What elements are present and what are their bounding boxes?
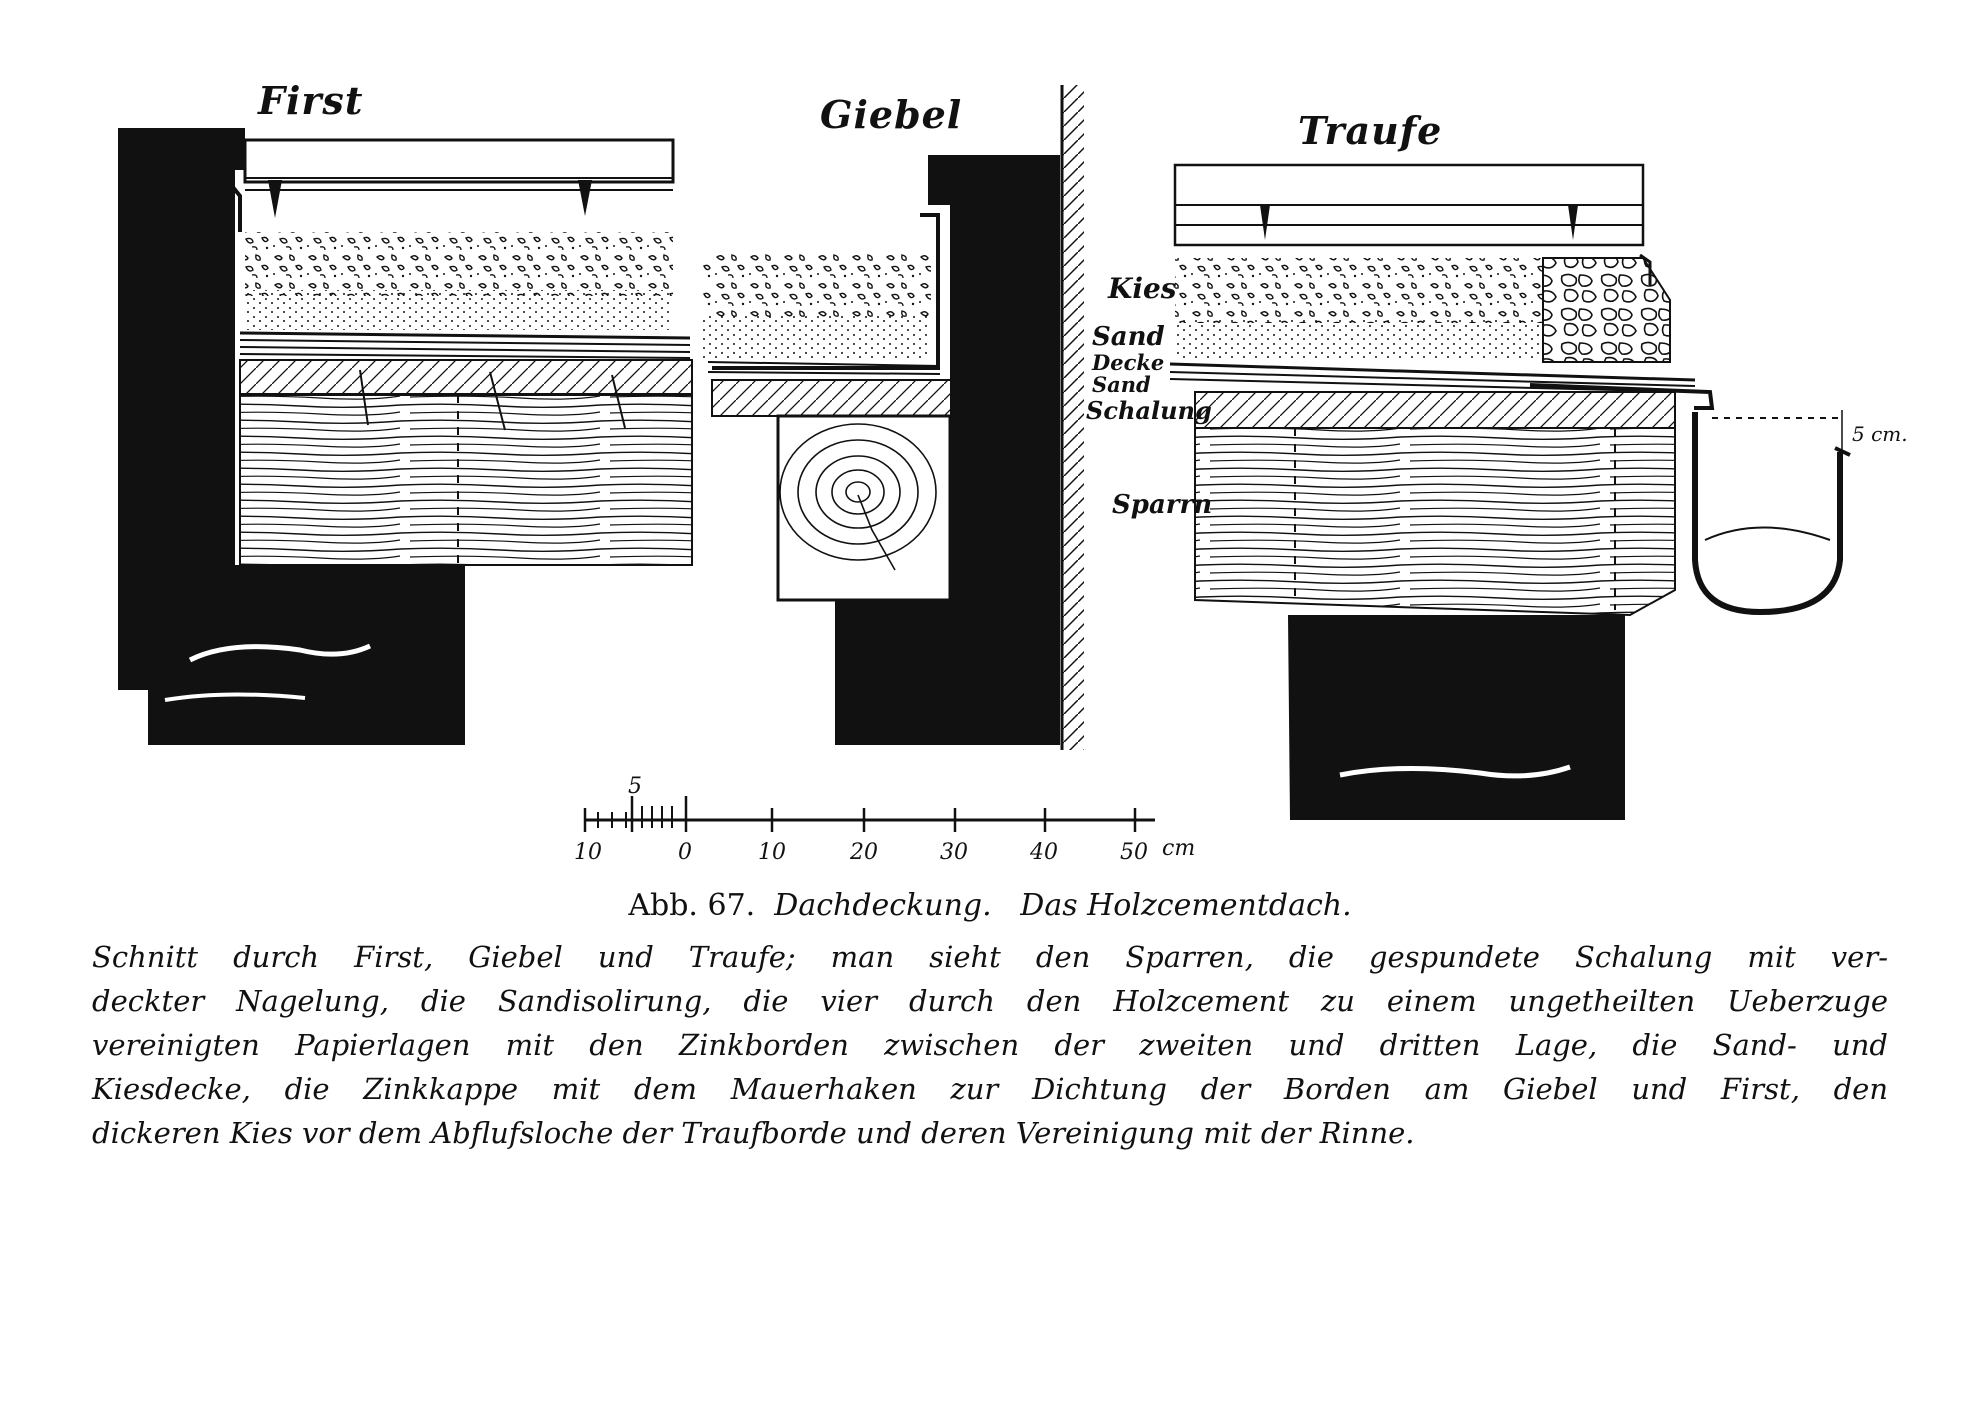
traufe-section xyxy=(1170,165,1850,820)
figure-number: Abb. 67. xyxy=(628,888,756,923)
label-decke: Decke xyxy=(1092,350,1165,375)
figure-caption-body xyxy=(92,935,1888,1155)
scale-tick-label: 10 xyxy=(758,840,786,865)
label-sand-2: Sand xyxy=(1092,372,1151,397)
label-kies: Kies xyxy=(1108,272,1177,305)
caption-line: vereinigten Papierlagen mit den Zinkborden zwischen der zweiten und dritten Lage, die Sand- und xyxy=(92,1028,1888,1062)
caption-line: Schnitt durch First, Giebel und Traufe; man sieht den Sparren, die gespundete Schalung mit ver- xyxy=(92,940,1888,974)
label-sand: Sand xyxy=(1092,322,1165,352)
scale-tick-label: 20 xyxy=(850,840,878,865)
scale-tick-label: 30 xyxy=(940,840,968,865)
caption-line: dickeren Kies vor dem Abflufsloche der Traufborde und deren Vereinigung mit der Rinne. xyxy=(92,1116,1415,1150)
label-sparrn: Sparrn xyxy=(1112,490,1213,520)
title-first: First xyxy=(258,78,364,123)
label-schalung: Schalung xyxy=(1086,396,1212,425)
scale-top-label: 5 xyxy=(628,774,642,799)
caption-line: Kiesdecke, die Zinkkappe mit dem Mauerhaken zur Dichtung der Borden am Giebel und First, den xyxy=(92,1072,1888,1106)
scale-tick-label: 40 xyxy=(1030,840,1058,865)
giebel-section xyxy=(703,85,1084,750)
scale-tick-label: 50 xyxy=(1120,840,1148,865)
caption-line: deckter Nagelung, die Sandisolirung, die vier durch den Holzcement zu einem ungetheilten Ueberzuge xyxy=(92,984,1888,1018)
first-section xyxy=(118,128,692,745)
title-giebel: Giebel xyxy=(820,92,963,137)
traufe-masonry xyxy=(1288,615,1625,820)
scale-unit: cm xyxy=(1162,836,1196,861)
title-traufe: Traufe xyxy=(1298,108,1443,153)
scale-bar xyxy=(585,796,1155,832)
figure-title: Dachdeckung. Das Holzcementdach. xyxy=(774,888,1352,923)
scale-tick-label: 0 xyxy=(678,840,692,865)
figure-caption-title xyxy=(0,888,1980,923)
label-gutter-dimension: 5 cm. xyxy=(1852,422,1908,446)
scale-tick-label: 10 xyxy=(574,840,602,865)
